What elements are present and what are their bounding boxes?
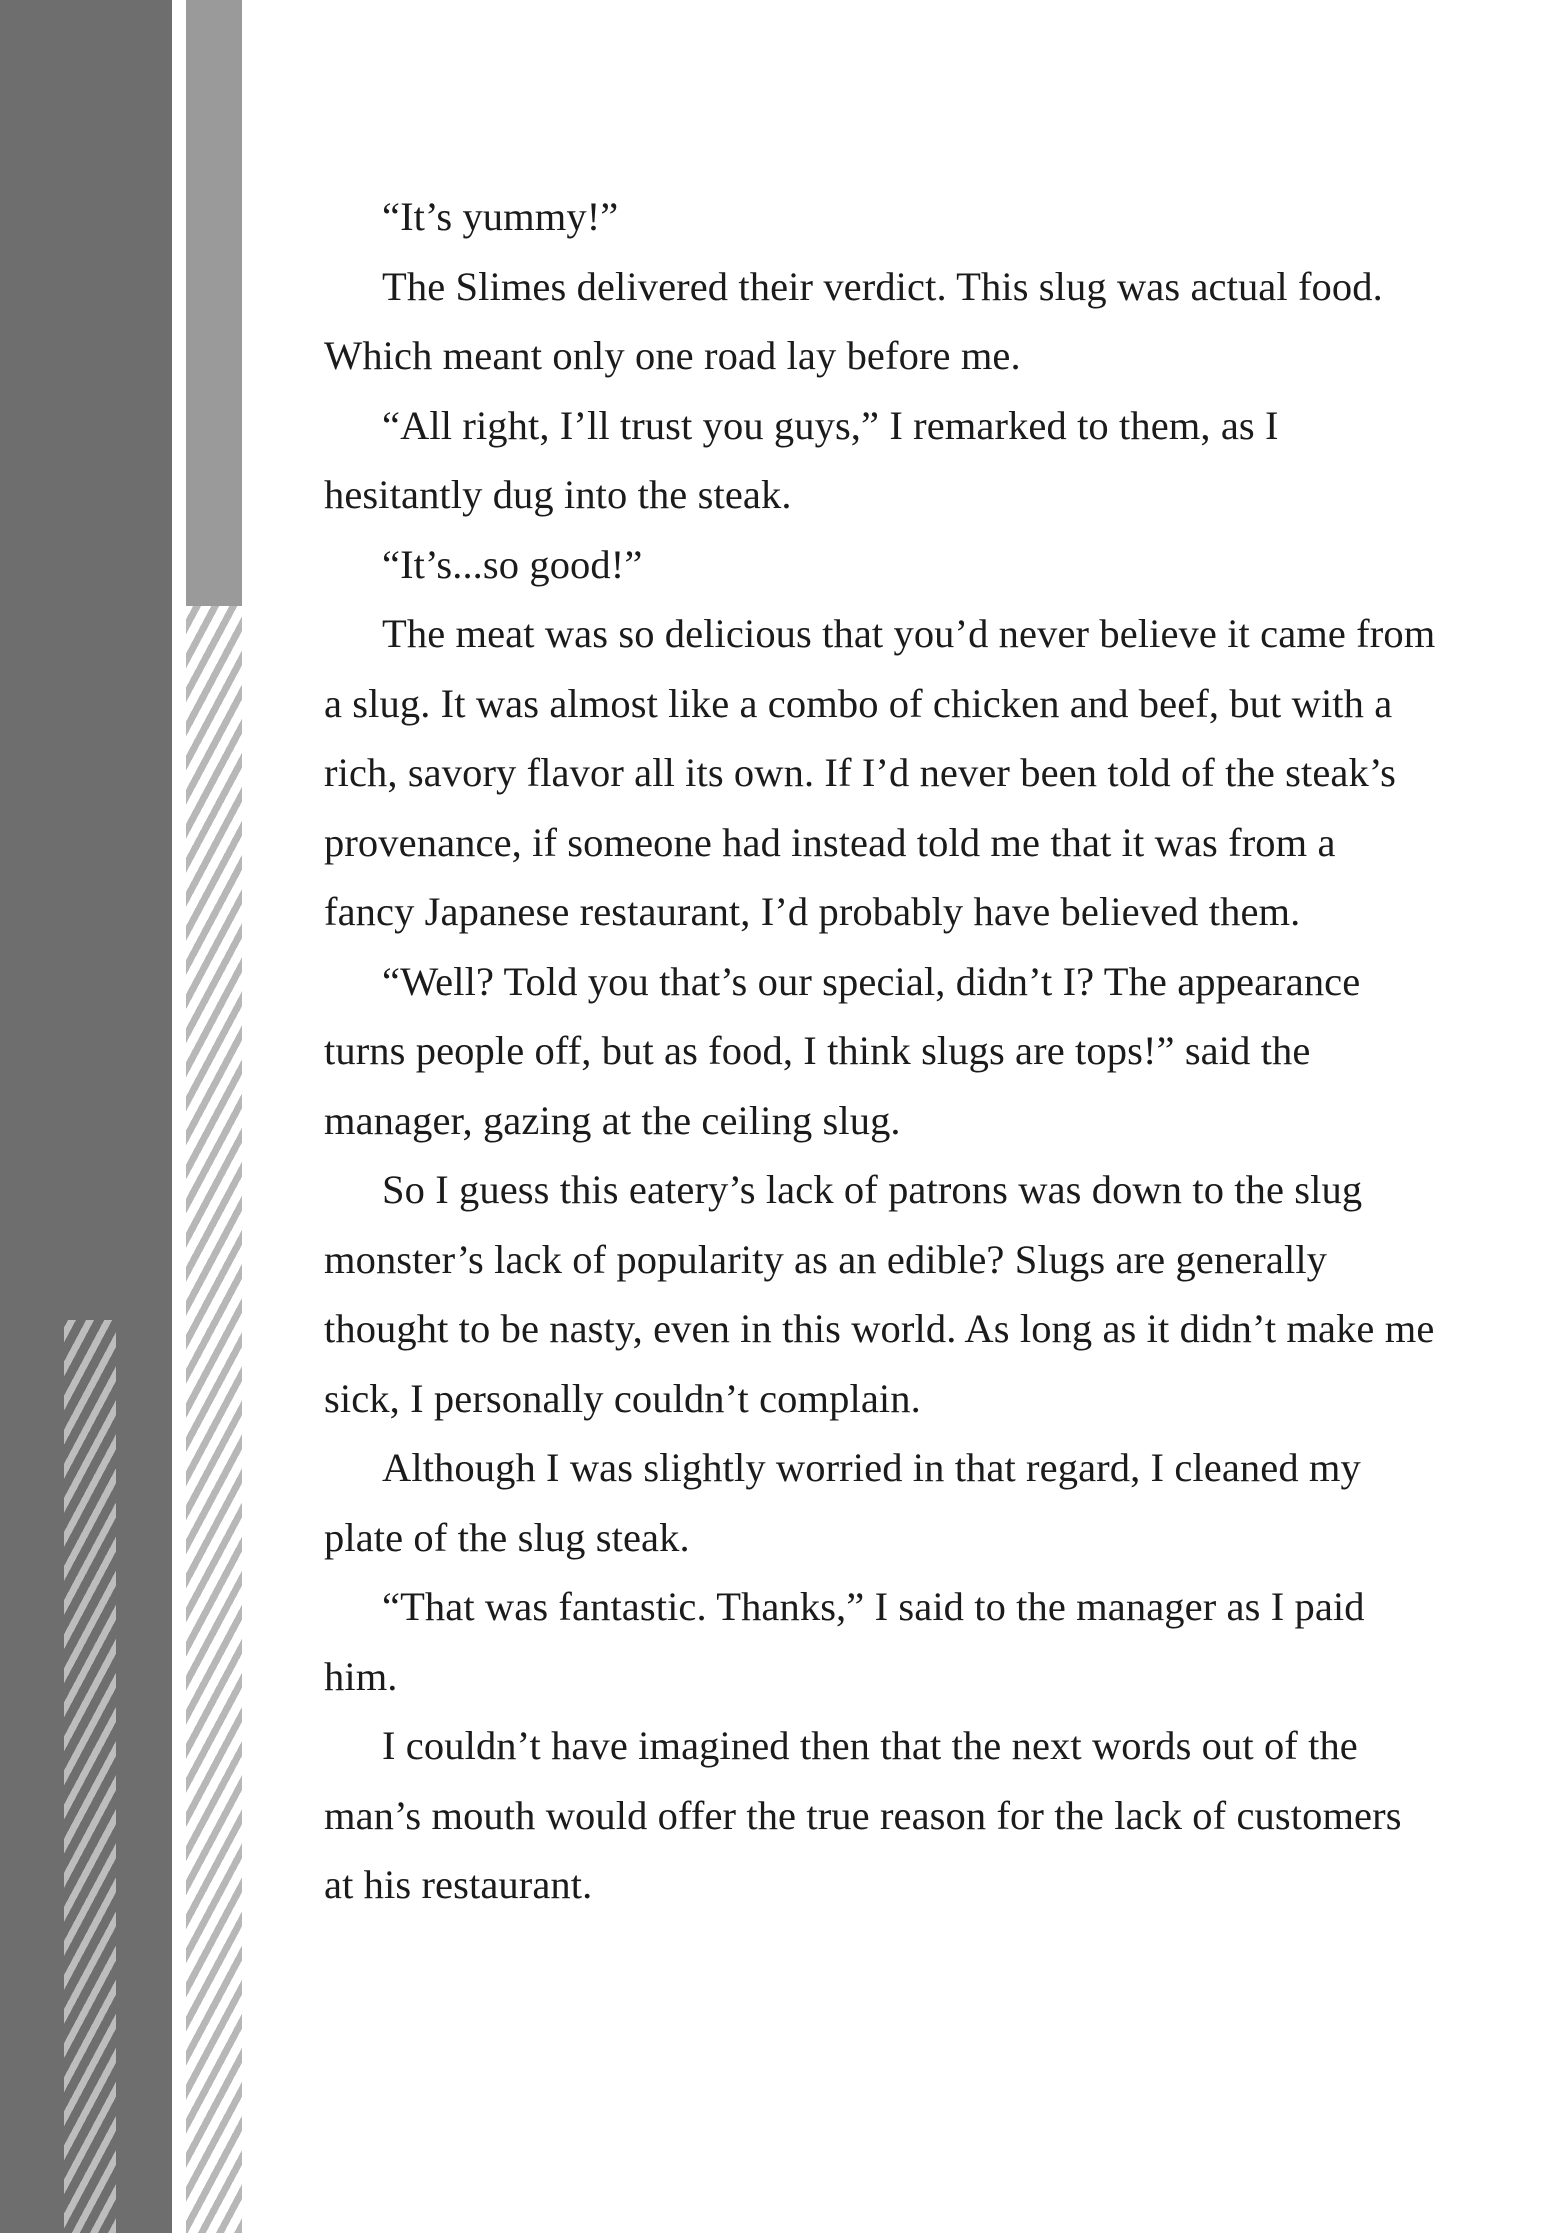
gutter-grey-bar (186, 0, 242, 610)
gutter-hatch-pattern-secondary (64, 1320, 116, 2233)
page-gutter-decoration (0, 0, 250, 2233)
paragraph: Although I was slightly worried in that regard, I cleaned my plate of the slug steak. (324, 1445, 1361, 1560)
paragraph: So I guess this eatery’s lack of patrons was down to the slug monster’s lack of popularity as an edible? Slugs are generally thought to be nasty, even in this world. As long as it didn’t make me sick, I personally couldn’t complain. (324, 1167, 1435, 1421)
gutter-hatch-pattern-primary (186, 606, 242, 2233)
paragraph: I couldn’t have imagined then that the next words out of the man’s mouth would offer the true reason for the lack of customers at his restaurant. (324, 1723, 1402, 1907)
paragraph: “All right, I’ll trust you guys,” I remarked to them, as I hesitantly dug into the steak. (324, 402, 1279, 517)
paragraph: “Well? Told you that’s our special, didn’t I? The appearance turns people off, but as food, I think slugs are tops!” said the manager, gazing at the ceiling slug. (324, 958, 1361, 1143)
paragraph: The meat was so delicious that you’d never believe it came from a slug. It was almost like a combo of chicken and beef, but with a rich, savory flavor all its own. If I’d never been told of the steak’s provenance, if someone had instead told me that it was from a fancy Japanese restaurant, I’d probably have believed them. (324, 611, 1436, 934)
body-text-block (324, 182, 1436, 1920)
paragraph: The Slimes delivered their verdict. This slug was actual food. Which meant only one road lay before me. (324, 263, 1383, 378)
page-content (250, 0, 1567, 2233)
paragraph: “That was fantastic. Thanks,” I said to the manager as I paid him. (324, 1584, 1365, 1699)
paragraph: “It’s yummy!” (382, 194, 619, 239)
paragraph: “It’s...so good!” (382, 541, 643, 587)
